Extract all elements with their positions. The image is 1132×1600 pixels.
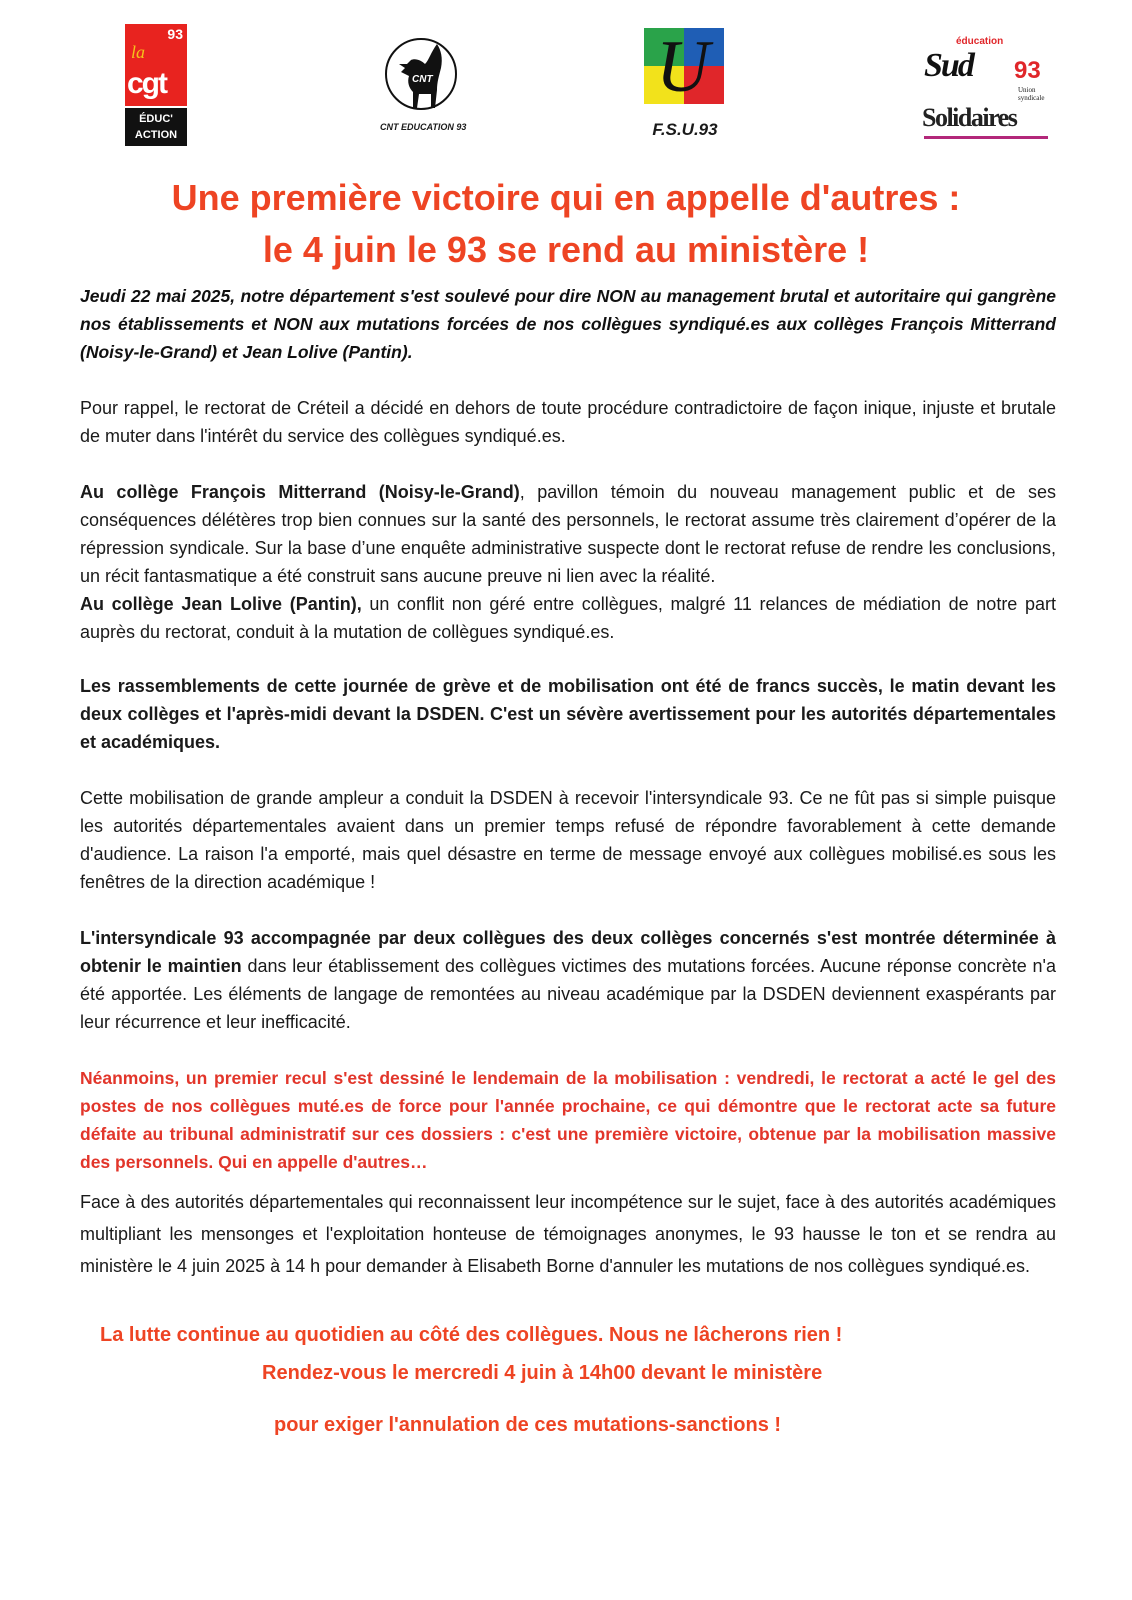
cgt-educaction-block: [125, 108, 187, 146]
cnt-logo-caption: CNT EDUCATION 93: [380, 122, 467, 132]
lolive-text: un conflit non géré entre collègues, malgré 11 relances de médiation de notre part auprès du rectorat, conduit à la mutation de collègues syndiqué.es.: [80, 594, 1056, 642]
mitterrand-text: , pavillon témoin du nouveau management public et de ses conséquences délétères trop bien connues sur la santé des personnels, le rectorat assume très clairement d’opérer de la répression syndicale. Sur la base d’une enquête administrative suspecte dont le rectorat refuse de rendre les conclusions, un récit fantasmatique a été construit sans aucune preuve ni lien avec la réalité.: [80, 482, 1056, 586]
cgt-educaction-logo: [125, 24, 187, 146]
closing-line-1: La lutte continue au quotidien au côté des collègues. Nous ne lâcherons rien !: [100, 1324, 843, 1346]
sud-solidaires-logo: [922, 36, 1062, 148]
rassemblements-paragraph: Les rassemblements de cette journée de grève et de mobilisation ont été de francs succès, le matin devant les deux collèges et l'après-midi devant la DSDEN. C'est un sévère avertissement pour les autorités départementales et académiques.: [80, 676, 1056, 752]
cgt-logo-line2: ACTION: [134, 129, 178, 141]
sud-logo-union-line2: syndicale: [1018, 94, 1045, 102]
closing-line-2: Rendez-vous le mercredi 4 juin à 14h00 devant le ministère: [262, 1362, 823, 1384]
document-body: [0, 160, 1132, 1438]
title-line-2: le 4 juin le 93 se rend au ministère !: [262, 229, 870, 270]
mitterrand-heading: Au collège François Mitterrand (Noisy-le-Grand): [80, 482, 520, 502]
sud-logo-education: éducation: [956, 36, 1004, 47]
intro-paragraph: Jeudi 22 mai 2025, notre département s'est soulevé pour dire NON au management brutal et autoritaire qui gangrène nos établissements et NON aux mutations forcées de nos collègues syndiqué.es aux collèges François Mitterrand (Noisy-le-Grand) et Jean Lolive (Pantin).: [80, 286, 1056, 362]
cgt-red-block: [125, 24, 187, 106]
face-paragraph: Face à des autorités départementales qui reconnaissent leur incompétence sur le sujet, face à des autorités académiques multipliant les mensonges et l'exploitation honteuse de témoignages anonymes, le 93 hausse le ton et se rendra au ministère le 4 juin 2025 à 14 h pour demander à Elisabeth Borne d'annuler les mutations de nos collègues syndiqué.es.: [80, 1192, 1056, 1276]
cgt-logo-name: cgt: [127, 67, 166, 100]
cgt-logo-la: la: [131, 42, 146, 62]
sud-logo-union-line1: Union: [1018, 86, 1036, 94]
cgt-logo-number: 93: [167, 26, 183, 42]
intersyndicale-text: dans leur établissement des collègues victimes des mutations forcées. Aucune réponse concrète n'a été apportée. Les éléments de langage de remontées au niveau académique par la DSDEN deviennent exaspérants par leur récurrence et leur inefficacité.: [80, 956, 1056, 1032]
closing-line-3: pour exiger l'annulation de ces mutations-sanctions !: [274, 1414, 782, 1436]
colleges-paragraph: [80, 478, 1056, 646]
fsu-logo-caption: F.S.U.93: [652, 120, 718, 139]
fsu-logo: [640, 28, 730, 146]
logo-header: [0, 0, 1132, 160]
neanmoins-paragraph: Néanmoins, un premier recul s'est dessiné le lendemain de la mobilisation : vendredi, le rectorat a acté le gel des postes de nos collègues muté.es de force pour l'année prochaine, ce qui démontre que le rectorat acte sa future défaite au tribunal administratif sur ces dossiers : c'est une première victoire, obtenue par la mobilisation massive des personnels. Qui en appelle d'autres…: [80, 1068, 1056, 1172]
intersyndicale-bold: L'intersyndicale 93 accompagnée par deux collègues des deux collèges concernés s'est montrée déterminée à obtenir le maintien: [80, 928, 1056, 976]
sud-logo-union: [1018, 86, 1044, 102]
sud-logo-number: 93: [1014, 57, 1041, 84]
fsu-logo-letter: U: [656, 26, 710, 108]
rappel-paragraph: Pour rappel, le rectorat de Créteil a décidé en dehors de toute procédure contradictoire de façon inique, injuste et brutale de muter dans l'intérêt du service des collègues syndiqué.es.: [80, 398, 1056, 446]
intersyndicale-paragraph: [80, 924, 1056, 1036]
cgt-logo-line1: ÉDUC': [139, 113, 173, 125]
black-cat-icon: [397, 42, 447, 112]
sud-logo-solidaires: Solidaires: [922, 103, 1017, 132]
title-line-1: Une première victoire qui en appelle d'autres :: [171, 177, 961, 218]
lolive-heading: Au collège Jean Lolive (Pantin),: [80, 594, 362, 614]
mobilisation-paragraph: Cette mobilisation de grande ampleur a conduit la DSDEN à recevoir l'intersyndicale 93. Ce ne fût pas si simple puisque les autorités départementales avaient dans un premier temps refusé de répondre favorablement à cette demande d'audience. La raison l'a emporté, mais quel désastre en terme de message envoyé aux collègues mobilisé.es sous les fenêtres de la direction académique !: [80, 788, 1056, 892]
cnt-education-logo: [380, 34, 466, 140]
sud-logo-name: Sud: [924, 47, 973, 84]
cnt-emblem-text: CNT: [412, 74, 433, 85]
sud-logo-underline: [924, 136, 1048, 139]
page-title: [40, 172, 1092, 276]
